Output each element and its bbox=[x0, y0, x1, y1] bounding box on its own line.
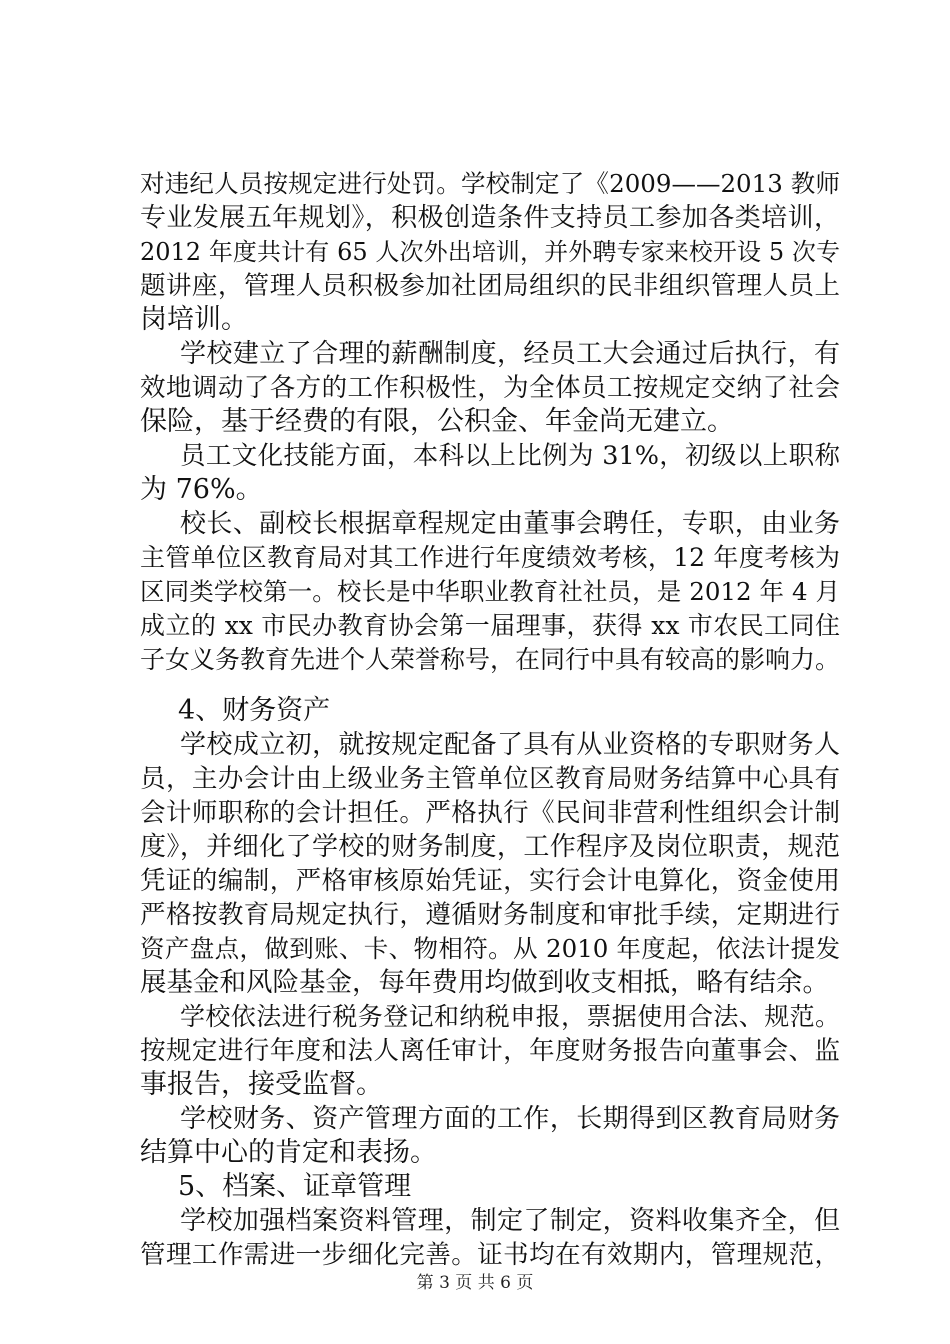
text-line: 2012 年度共计有 65 人次外出培训，并外聘专家来校开设 5 次专 bbox=[140, 238, 840, 266]
paragraph-start-line: 学校加强档案资料管理，制定了制定，资料收集齐全，但 bbox=[180, 1206, 840, 1236]
text-line: 岗培训。 bbox=[140, 304, 248, 335]
text-line: 展基金和风险基金，每年费用均做到收支相抵，略有结余。 bbox=[140, 967, 829, 998]
text-line: 按规定进行年度和法人离任审计，年度财务报告向董事会、监 bbox=[140, 1036, 840, 1066]
text-line: 专业发展五年规划》，积极创造条件支持员工参加各类培训， bbox=[140, 203, 840, 233]
text-line: 员，主办会计由上级业务主管单位区教育局财务结算中心具有 bbox=[140, 764, 840, 794]
text-line: 为 76%。 bbox=[140, 474, 263, 505]
text-line: 凭证的编制，严格审核原始凭证，实行会计电算化，资金使用 bbox=[140, 866, 840, 896]
paragraph-start-line: 学校建立了合理的薪酬制度，经员工大会通过后执行，有 bbox=[180, 339, 840, 369]
text-line: 效地调动了各方的工作积极性，为全体员工按规定交纳了社会 bbox=[140, 373, 840, 403]
text-line: 主管单位区教育局对其工作进行年度绩效考核，12 年度考核为 bbox=[140, 543, 840, 572]
text-line: 会计师职称的会计担任。严格执行《民间非营利性组织会计制 bbox=[140, 798, 840, 828]
text-line: 保险，基于经费的有限，公积金、年金尚无建立。 bbox=[140, 406, 734, 437]
text-line: 管理工作需进一步细化完善。证书均在有效期内，管理规范， bbox=[140, 1240, 840, 1270]
text-line: 区同类学校第一。校长是中华职业教育社社员，是 2012 年 4 月 bbox=[140, 577, 840, 606]
text-line: 度》，并细化了学校的财务制度，工作程序及岗位职责，规范 bbox=[140, 832, 840, 862]
text-line: 子女义务教育先进个人荣誉称号，在同行中具有较高的影响力。 bbox=[140, 645, 841, 674]
paragraph-start-line: 学校成立初，就按规定配备了具有从业资格的专职财务人 bbox=[180, 730, 840, 760]
section-heading: 4、财务资产 bbox=[178, 695, 331, 726]
paragraph-start-line: 学校财务、资产管理方面的工作，长期得到区教育局财务 bbox=[180, 1104, 840, 1134]
text-line: 题讲座，管理人员积极参加社团局组织的民非组织管理人员上 bbox=[140, 271, 840, 301]
text-line: 资产盘点，做到账、卡、物相符。从 2010 年度起，依法计提发 bbox=[140, 934, 840, 963]
page-number-footer: 第 3 页 共 6 页 bbox=[416, 1273, 534, 1293]
paragraph-start-line: 员工文化技能方面，本科以上比例为 31%，初级以上职称 bbox=[180, 441, 840, 471]
paragraph-start-line: 校长、副校长根据章程规定由董事会聘任，专职，由业务 bbox=[180, 509, 840, 539]
text-line: 成立的 xx 市民办教育协会第一届理事，获得 xx 市农民工同住 bbox=[140, 611, 840, 640]
text-line: 严格按教育局规定执行，遵循财务制度和审批手续，定期进行 bbox=[140, 900, 840, 930]
paragraph-start-line: 学校依法进行税务登记和纳税申报，票据使用合法、规范。 bbox=[180, 1002, 840, 1031]
section-heading: 5、档案、证章管理 bbox=[178, 1171, 412, 1202]
text-line: 结算中心的肯定和表扬。 bbox=[140, 1137, 437, 1168]
text-line: 对违纪人员按规定进行处罚。学校制定了《2009——2013 教师 bbox=[140, 169, 840, 198]
text-line: 事报告，接受监督。 bbox=[140, 1069, 383, 1100]
